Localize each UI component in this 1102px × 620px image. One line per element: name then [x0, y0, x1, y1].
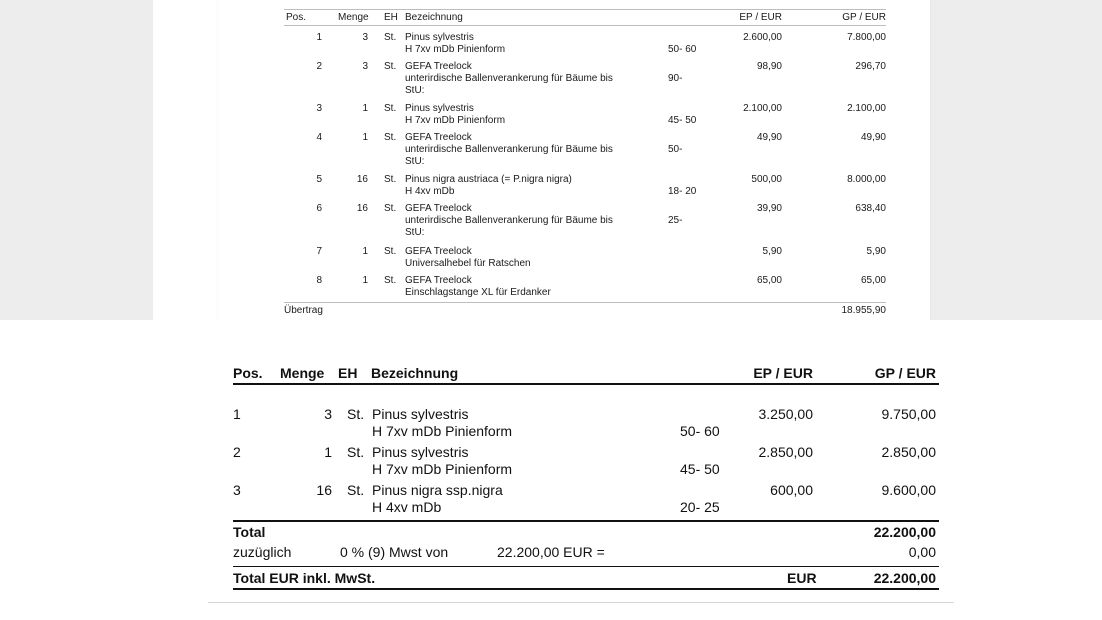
top-row-gp: 7.800,00: [847, 32, 886, 43]
top-row-menge: 3: [362, 32, 368, 43]
top-row-size: 50- 60: [668, 44, 697, 55]
bottom-tax-rate: 0 % (9) Mwst von: [340, 544, 449, 560]
bottom-header-underline: [233, 383, 939, 385]
top-row-eh: St.: [384, 174, 397, 185]
top-row-pos: 2: [316, 61, 322, 72]
top-row-eh: St.: [384, 275, 397, 286]
top-row-desc-line: Pinus nigra austriaca (= P.nigra nigra): [405, 174, 572, 185]
bottom-header-menge: Menge: [280, 365, 325, 381]
bottom-grand-rule-bottom: [233, 588, 939, 590]
top-header-menge: Menge: [338, 12, 369, 23]
top-row-desc-line: unterirdische Ballenverankerung für Bäume bis: [405, 215, 613, 226]
bottom-row-gp: 2.850,00: [881, 444, 936, 460]
top-row-desc-line: StU:: [405, 227, 425, 238]
top-row-desc-line: GEFA Treelock: [405, 246, 472, 257]
top-row-size: 50-: [668, 144, 683, 155]
top-row-ep: 65,00: [756, 275, 782, 286]
top-row-size: 45- 50: [668, 115, 697, 126]
bottom-grand-currency: EUR: [787, 570, 817, 586]
bottom-header-eh: EH: [338, 365, 358, 381]
top-row-pos: 1: [316, 32, 322, 43]
bottom-row-desc-line: Pinus nigra ssp.nigra: [372, 482, 503, 498]
top-row-desc-line: unterirdische Ballenverankerung für Bäume bis: [405, 73, 613, 84]
top-row-gp: 2.100,00: [847, 103, 886, 114]
top-row-menge: 16: [356, 203, 368, 214]
top-row-gp: 296,70: [855, 61, 886, 72]
top-header-gp: GP / EUR: [842, 12, 886, 23]
top-row-ep: 2.100,00: [743, 103, 782, 114]
top-row-gp: 8.000,00: [847, 174, 886, 185]
top-row-size: 90-: [668, 73, 683, 84]
bottom-grand-label: Total EUR inkl. MwSt.: [233, 570, 376, 586]
top-row-eh: St.: [384, 203, 397, 214]
top-row-desc-line: StU:: [405, 85, 425, 96]
bottom-row-size: 50- 60: [680, 423, 720, 439]
top-row-desc-line: H 7xv mDb Pinienform: [405, 44, 506, 55]
top-row-pos: 8: [316, 275, 322, 286]
top-row-desc-line: GEFA Treelock: [405, 61, 472, 72]
top-row-pos: 5: [316, 174, 322, 185]
bottom-row-eh: St.: [347, 482, 365, 498]
top-row-menge: 1: [362, 103, 368, 114]
top-row-desc-line: Universalhebel für Ratschen: [405, 258, 531, 269]
top-row-eh: St.: [384, 132, 397, 143]
top-row-gp: 49,90: [860, 132, 886, 143]
top-header-eh: EH: [384, 12, 398, 23]
bottom-total-rule: [233, 520, 939, 522]
top-row-ep: 98,90: [756, 61, 782, 72]
bottom-header-bez: Bezeichnung: [371, 365, 459, 381]
bottom-header-pos: Pos.: [233, 365, 263, 381]
top-row-desc-line: unterirdische Ballenverankerung für Bäume bis: [405, 144, 613, 155]
top-row-ep: 39,90: [756, 203, 782, 214]
top-row-desc-line: GEFA Treelock: [405, 275, 472, 286]
top-row-eh: St.: [384, 32, 397, 43]
top-row-menge: 3: [362, 61, 368, 72]
top-uebertrag-value: 18.955,90: [841, 305, 886, 316]
top-row-menge: 1: [362, 132, 368, 143]
top-row-desc-line: Pinus sylvestris: [405, 103, 474, 114]
bottom-row-pos: 2: [233, 444, 241, 460]
top-row-menge: 1: [362, 275, 368, 286]
bottom-total-value: 22.200,00: [873, 524, 936, 540]
top-row-ep: 2.600,00: [743, 32, 782, 43]
bottom-row-desc-line: H 4xv mDb: [372, 499, 442, 515]
top-header-ep: EP / EUR: [739, 12, 782, 23]
top-row-desc-line: H 4xv mDb: [405, 186, 455, 197]
top-row-pos: 6: [316, 203, 322, 214]
bottom-row-pos: 1: [233, 406, 241, 422]
bottom-row-menge: 1: [324, 444, 332, 460]
top-row-desc-line: Einschlagstange XL für Erdanker: [405, 287, 551, 298]
bottom-row-gp: 9.600,00: [881, 482, 936, 498]
bottom-header-ep: EP / EUR: [753, 365, 813, 381]
top-row-pos: 3: [316, 103, 322, 114]
bottom-grand-value: 22.200,00: [873, 570, 936, 586]
top-row-gp: 65,00: [860, 275, 886, 286]
bottom-row-eh: St.: [347, 444, 365, 460]
top-row-pos: 4: [316, 132, 322, 143]
top-header-bez: Bezeichnung: [405, 12, 463, 23]
bottom-tax-label: zuzüglich: [233, 544, 292, 560]
bottom-row-ep: 3.250,00: [758, 406, 813, 422]
top-row-eh: St.: [384, 61, 397, 72]
top-row-size: 18- 20: [668, 186, 697, 197]
page-divider: [208, 602, 954, 603]
bottom-row-size: 20- 25: [680, 499, 720, 515]
top-row-desc-line: StU:: [405, 156, 425, 167]
bottom-row-desc-line: Pinus sylvestris: [372, 444, 469, 460]
top-row-eh: St.: [384, 246, 397, 257]
bottom-row-ep: 2.850,00: [758, 444, 813, 460]
bottom-row-eh: St.: [347, 406, 365, 422]
top-row-size: 25-: [668, 215, 683, 226]
top-row-menge: 1: [362, 246, 368, 257]
top-uebertrag-label: Übertrag: [284, 305, 323, 316]
top-header-pos: Pos.: [286, 12, 307, 23]
bottom-tax-base: 22.200,00 EUR =: [497, 544, 605, 560]
top-row-pos: 7: [316, 246, 322, 257]
top-row-gp: 5,90: [866, 246, 886, 257]
top-row-menge: 16: [356, 174, 368, 185]
bottom-row-ep: 600,00: [770, 482, 813, 498]
bottom-row-menge: 16: [316, 482, 332, 498]
top-row-eh: St.: [384, 103, 397, 114]
top-row-ep: 49,90: [756, 132, 782, 143]
top-row-ep: 5,90: [762, 246, 782, 257]
bottom-row-gp: 9.750,00: [881, 406, 936, 422]
top-row-ep: 500,00: [751, 174, 782, 185]
bottom-row-menge: 3: [324, 406, 332, 422]
bottom-row-pos: 3: [233, 482, 241, 498]
bottom-row-desc-line: Pinus sylvestris: [372, 406, 469, 422]
top-row-desc-line: H 7xv mDb Pinienform: [405, 115, 506, 126]
bottom-grand-rule-top: [233, 566, 939, 567]
bottom-total-label: Total: [233, 524, 266, 540]
top-row-gp: 638,40: [855, 203, 886, 214]
bottom-row-desc-line: H 7xv mDb Pinienform: [372, 461, 513, 477]
bottom-header-gp: GP / EUR: [874, 365, 936, 381]
bottom-row-size: 45- 50: [680, 461, 720, 477]
top-row-desc-line: GEFA Treelock: [405, 132, 472, 143]
bottom-tax-value: 0,00: [908, 544, 936, 560]
bottom-row-desc-line: H 7xv mDb Pinienform: [372, 423, 513, 439]
top-row-desc-line: GEFA Treelock: [405, 203, 472, 214]
top-row-desc-line: Pinus sylvestris: [405, 32, 474, 43]
